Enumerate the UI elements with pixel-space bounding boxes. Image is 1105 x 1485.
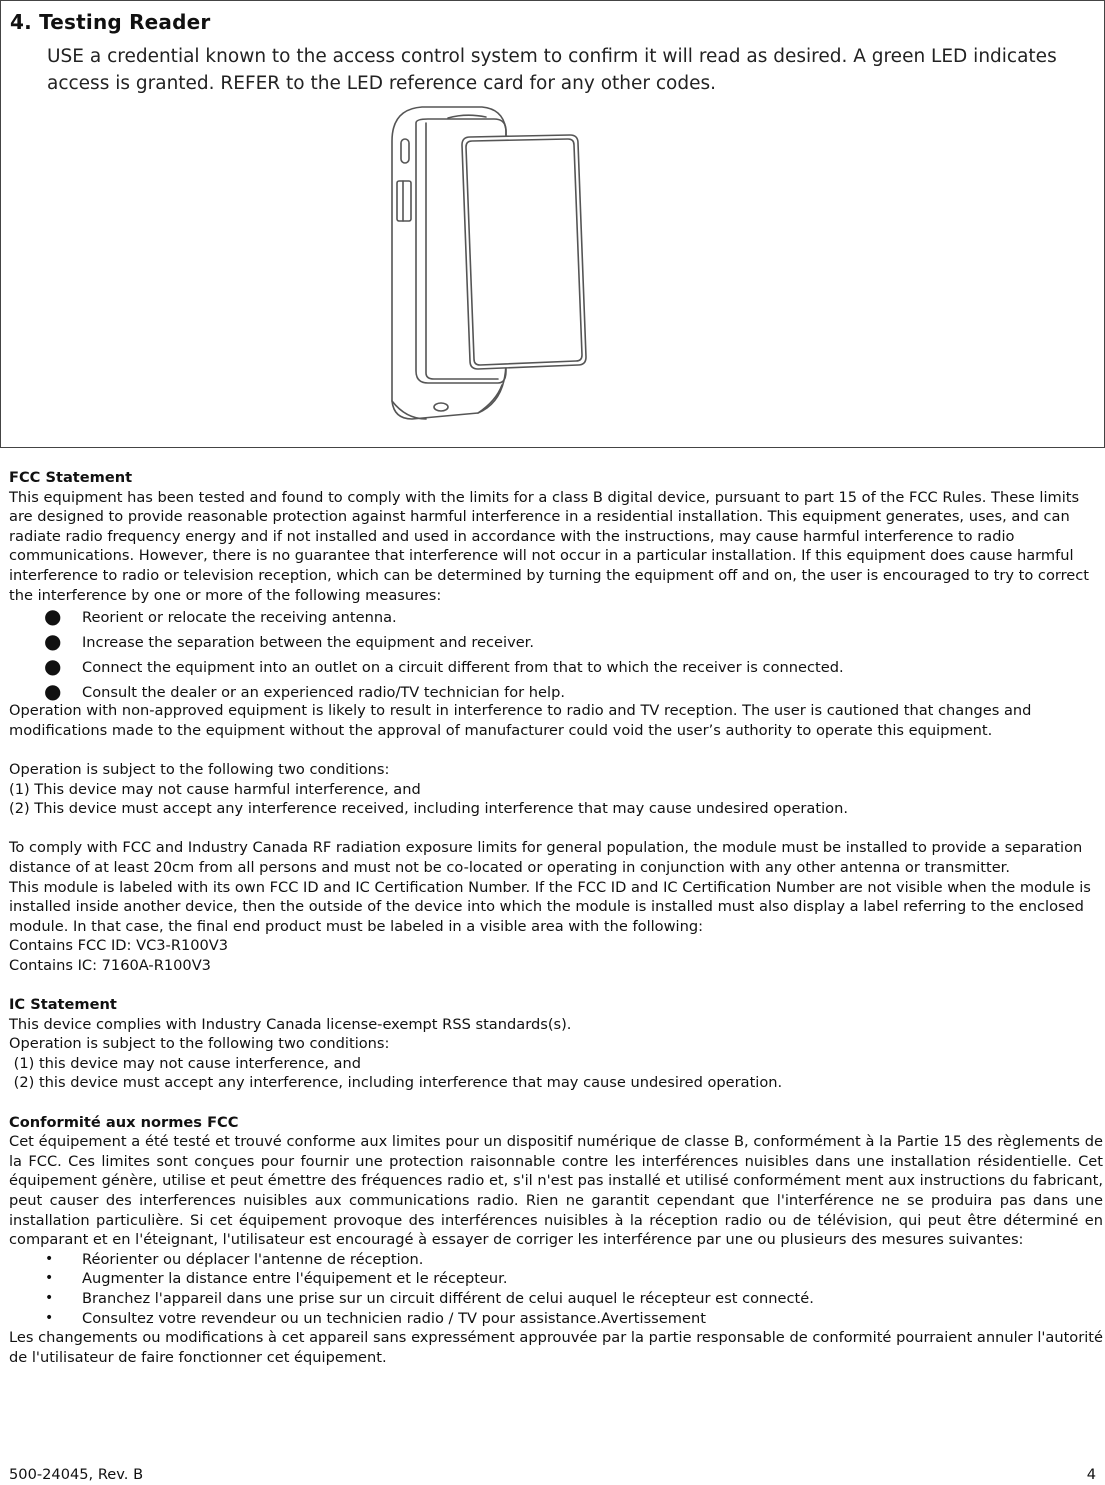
section-instruction: [47, 43, 1087, 97]
ic-heading: IC Statement: [9, 996, 117, 1014]
bullet-icon: ●: [44, 679, 62, 704]
fcc-id: Contains FCC ID: VC3-R100V3: [9, 937, 229, 955]
list-item: • Augmenter la distance entre l'équipement et le récepteur.: [45, 1270, 508, 1288]
fr-intro: Cet équipement a été testé et trouvé conforme aux limites pour un dispositif numérique de classe B, conformément à la Partie 15 des règlements de la FCC. Ces limites sont conçues pour fournir une protection raisonnable contre les interférences nuisibles dans une installation résidentielle. Cet équipement génère, utilise et peut émettre des fréquences radio et, s'il n'est pas installé et utilisé conformément ment aux instructions du fabricant, peut causer des interferences nuisibles aux communications radio. Rien ne garantit cependant que l'interférence ne se produira pas dans une installation particulière. Si cet équipement provoque des interférences nuisibles à la réception radio ou de télévision, qui peut être déterminé en comparant et en l'éteignant, l'utilisateur est encouragé à essayer de corriger les interférence par une ou plusieurs des mesures suivantes:: [9, 1133, 1103, 1249]
fcc-conditions-intro: Operation is subject to the following two conditions:: [9, 760, 390, 778]
bullet-icon: ●: [44, 604, 62, 629]
reader-with-card-illustration: [386, 101, 596, 423]
list-item: • Branchez l'appareil dans une prise sur un circuit différent de celui auquel le récepteur est connecté.: [45, 1289, 814, 1307]
page-number: 4: [1086, 1466, 1096, 1483]
ic-line-2: Operation is subject to the following two conditions:: [9, 1035, 390, 1053]
testing-reader-box: [0, 0, 1105, 448]
fr-heading: Conformité aux normes FCC: [9, 1113, 239, 1131]
reader-side-slot: [401, 139, 409, 163]
regulatory-statements: [9, 468, 1103, 1367]
fr-measures-list: [9, 1250, 1103, 1328]
labeling-text: This module is labeled with its own FCC ID and IC Certification Number. If the FCC ID and IC Certification Number are not visible when the module is installed inside another device, then the outside of the device into which the module is installed must also display a label referring to the enclosed module. In that case, the final end product must be labeled in a visible area with the following:: [9, 878, 1091, 935]
fcc-intro: This equipment has been tested and found to comply with the limits for a class B digital device, pursuant to part 15 of the FCC Rules. These limits are designed to provide reasonable protection against harmful interference in a residential installation. This equipment generates, uses, and can radiate radio frequency energy and if not installed and used in accordance with the instructions, may cause harmful interference to radio communications. However, there is no guarantee that interference will not occur in a particular installation. If this equipment does cause harmful interference to radio or television reception, which can be determined by turning the equipment off and on, the user is encouraged to try to correct the interference by one or more of the following measures:: [9, 488, 1090, 604]
instruction-lead: USE: [47, 46, 84, 67]
ic-id: Contains IC: 7160A-R100V3: [9, 956, 211, 974]
fcc-condition-2: (2) This device must accept any interference received, including interference that may cause undesired operation.: [9, 800, 848, 818]
list-item: ● Reorient or relocate the receiving antenna.: [44, 604, 397, 629]
ic-line-3: (1) this device may not cause interference, and: [9, 1054, 361, 1072]
list-item: ● Increase the separation between the equipment and receiver.: [44, 629, 534, 654]
bullet-icon: ●: [44, 629, 62, 654]
section-title: 4. Testing Reader: [10, 10, 211, 34]
bullet-icon: ●: [44, 654, 62, 679]
credential-card: [462, 135, 586, 369]
list-item: ● Connect the equipment into an outlet on a circuit different from that to which the receiver is connected.: [44, 654, 844, 679]
fcc-heading: FCC Statement: [9, 469, 133, 486]
ic-line-4: (2) this device must accept any interference, including interference that may cause undesired operation.: [9, 1074, 783, 1092]
fcc-measures-list: [9, 605, 1103, 705]
fr-closing: Les changements ou modifications à cet appareil sans expressément approuvée par la partie responsable de conformité pourraient annuler l'autorité de l'utilisateur de faire fonctionner cet équipement.: [9, 1329, 1103, 1366]
rf-exposure-text: To comply with FCC and Industry Canada RF radiation exposure limits for general population, the module must be installed to provide a separation distance of at least 20cm from all persons and must not be co-located or operating in conjunction with any other antenna or transmitter.: [9, 839, 1083, 876]
bullet-icon: •: [45, 1289, 54, 1306]
list-item: • Réorienter ou déplacer l'antenne de réception.: [45, 1250, 424, 1268]
fcc-caution: Operation with non-approved equipment is likely to result in interference to radio and TV reception. The user is cautioned that changes and modifications made to the equipment without the approval of manufacturer could void the user’s authority to operate this equipment.: [9, 702, 1032, 739]
reader-top-slot: [448, 115, 486, 118]
bullet-icon: •: [45, 1250, 54, 1267]
bullet-icon: •: [45, 1309, 54, 1326]
reader-screw-hole: [434, 403, 448, 411]
bullet-icon: •: [45, 1270, 54, 1287]
list-item: • Consultez votre revendeur ou un technicien radio / TV pour assistance.Avertissement: [45, 1309, 706, 1327]
ic-line-1: This device complies with Industry Canada license-exempt RSS standards(s).: [9, 1015, 572, 1033]
document-number: 500-24045, Rev. B: [9, 1466, 144, 1483]
instruction-rest: a credential known to the access control system to confirm it will read as desired. A green LED indicates access is granted. REFER to the LED reference card for any other codes.: [47, 46, 1057, 94]
reader-side-panel: [397, 181, 411, 221]
fcc-condition-1: (1) This device may not cause harmful interference, and: [9, 780, 421, 798]
list-item: ● Consult the dealer or an experienced radio/TV technician for help.: [44, 679, 565, 704]
